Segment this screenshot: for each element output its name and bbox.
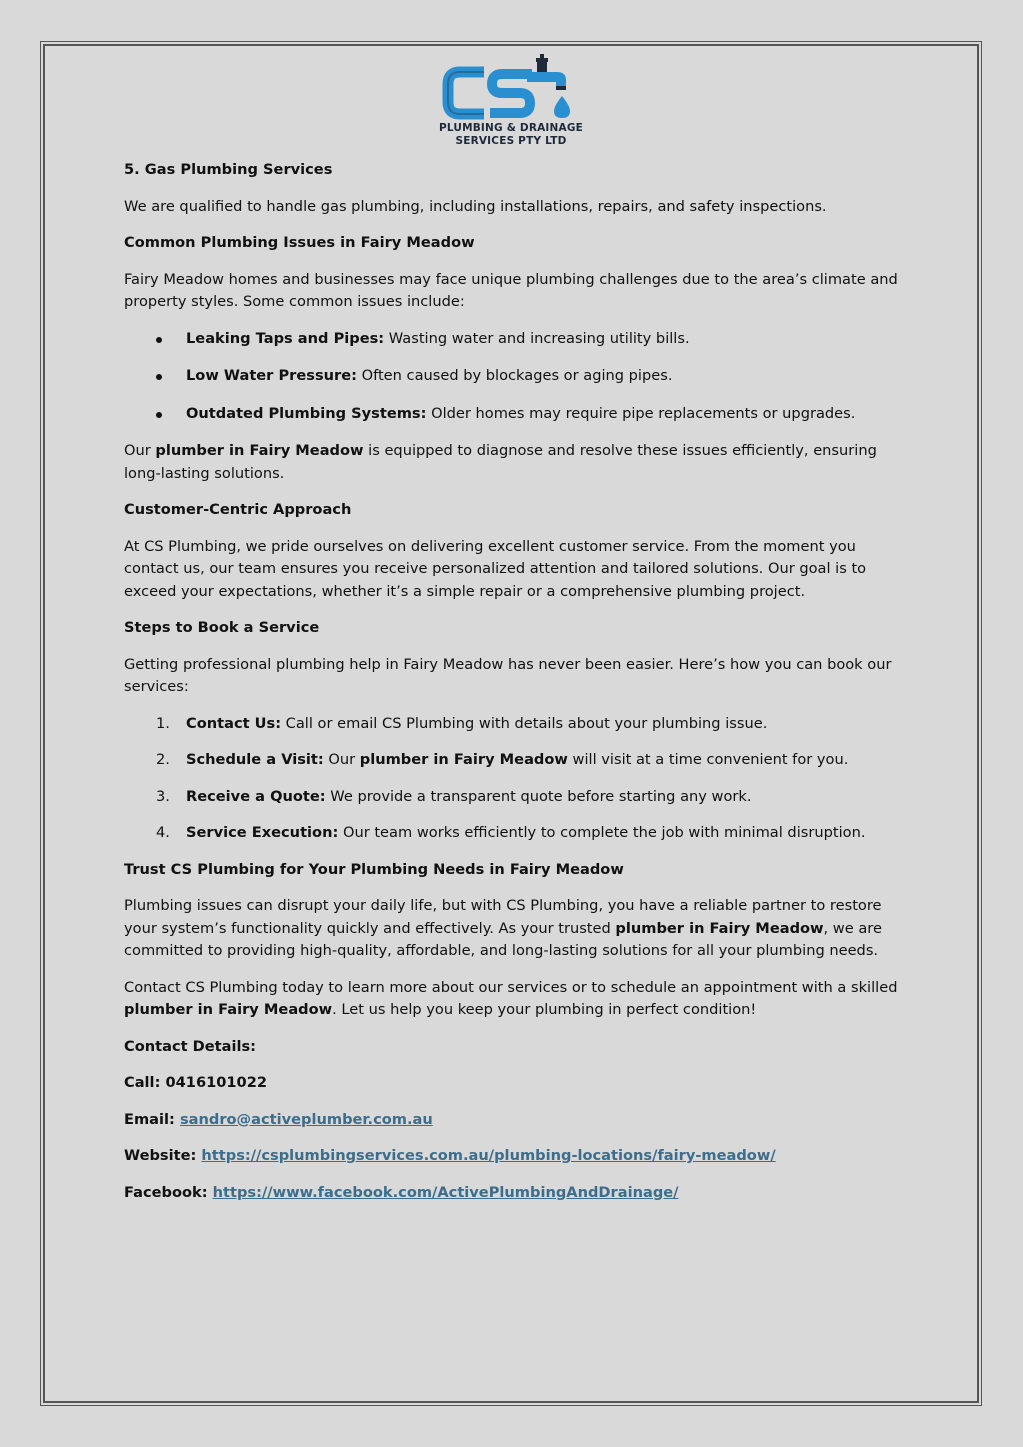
email-link[interactable]: sandro@activeplumber.com.au xyxy=(179,1110,433,1128)
list-item xyxy=(124,403,909,426)
step-text: Our team works efficiently to complete the job with minimal disruption. xyxy=(338,824,866,841)
issue-text: Often caused by blockages or aging pipes. xyxy=(356,367,673,384)
step-label: Service Execution: xyxy=(186,824,339,841)
issues-intro: Fairy Meadow homes and businesses may face unique plumbing challenges due to the area’s climate and property styles. Some common issues include: xyxy=(124,270,898,310)
list-item xyxy=(124,328,909,351)
list-item xyxy=(124,365,909,388)
contact-website-row xyxy=(124,1145,909,1168)
step-text-post: will visit at a time convenient for you. xyxy=(567,751,849,768)
list-item xyxy=(124,749,909,772)
cs-tap-logo-icon xyxy=(432,50,590,126)
issue-label: Low Water Pressure: xyxy=(186,367,357,384)
list-item xyxy=(124,822,909,845)
step-label: Receive a Quote: xyxy=(186,787,326,805)
bullet-icon xyxy=(156,337,162,343)
contact-call: Call: 0416101022 xyxy=(124,1074,268,1091)
issues-closing-bold: plumber in Fairy Meadow xyxy=(155,442,364,459)
logo-tagline-line2: SERVICES PTY LTD xyxy=(455,135,567,147)
list-item xyxy=(124,786,909,809)
contact-heading: Contact Details: xyxy=(124,1037,257,1055)
step-label: Contact Us: xyxy=(186,714,282,732)
trust-p1-pre: Plumbing issues can disrupt your daily life, but with CS Plumbing, you have a reliable partner to restore your system’s functionality quickly and effectively. As your trusted xyxy=(124,897,882,937)
steps-intro: Getting professional plumbing help in Fairy Meadow has never been easier. Here’s how you can book our services: xyxy=(124,655,892,695)
trust-p1-bold: plumber in Fairy Meadow xyxy=(615,919,824,937)
document-body xyxy=(124,159,909,1218)
step-text: Call or email CS Plumbing with details about your plumbing issue. xyxy=(281,714,768,732)
issue-text: Wasting water and increasing utility bills. xyxy=(384,329,690,347)
steps-heading: Steps to Book a Service xyxy=(124,619,320,636)
step-text: Our xyxy=(323,751,360,768)
facebook-link[interactable]: https://www.facebook.com/ActivePlumbingAndDrainage/ xyxy=(212,1183,679,1201)
trust-paragraph-2 xyxy=(124,977,909,1022)
trust-heading: Trust CS Plumbing for Your Plumbing Needs in Fairy Meadow xyxy=(124,860,624,878)
issue-label: Outdated Plumbing Systems: xyxy=(186,404,427,422)
contact-facebook-row xyxy=(124,1182,909,1205)
step-number: 4. xyxy=(156,824,170,841)
step-label: Schedule a Visit: xyxy=(186,751,324,768)
step-number: 2. xyxy=(156,751,170,768)
gas-heading: 5. Gas Plumbing Services xyxy=(124,161,333,178)
step-number: 3. xyxy=(156,787,170,805)
steps-list xyxy=(124,713,909,845)
issue-text: Older homes may require pipe replacements or upgrades. xyxy=(426,404,856,422)
facebook-label: Facebook: xyxy=(124,1183,213,1201)
trust-p2-bold: plumber in Fairy Meadow xyxy=(124,1001,333,1018)
issues-list xyxy=(124,328,909,426)
trust-paragraph-1 xyxy=(124,895,909,963)
issues-closing-pre: Our xyxy=(124,442,156,459)
issues-closing-post: is equipped to diagnose and resolve these issues efficiently, ensuring long-lasting solutions. xyxy=(124,442,877,482)
issues-heading: Common Plumbing Issues in Fairy Meadow xyxy=(124,234,475,251)
issues-closing xyxy=(124,440,909,485)
trust-p1-post: , we are committed to providing high-quality, affordable, and long-lasting solutions for all your plumbing needs. xyxy=(124,919,882,959)
step-bold: plumber in Fairy Meadow xyxy=(359,751,568,768)
bullet-icon xyxy=(156,412,162,418)
contact-email-row xyxy=(124,1109,909,1132)
logo-tagline-line1: PLUMBING & DRAINAGE xyxy=(438,122,584,134)
website-label: Website: xyxy=(124,1147,202,1164)
list-item xyxy=(124,713,909,736)
company-logo xyxy=(432,50,590,150)
approach-heading: Customer-Centric Approach xyxy=(124,501,352,518)
trust-p2-post: . Let us help you keep your plumbing in perfect condition! xyxy=(332,1001,757,1018)
email-label: Email: xyxy=(124,1110,180,1128)
trust-p2-pre: Contact CS Plumbing today to learn more about our services or to schedule an appointment with a skilled xyxy=(124,978,898,996)
issue-label: Leaking Taps and Pipes: xyxy=(186,329,385,347)
step-text: We provide a transparent quote before starting any work. xyxy=(325,787,752,805)
bullet-icon xyxy=(156,374,162,380)
gas-text: We are qualified to handle gas plumbing, including installations, repairs, and safety inspections. xyxy=(124,197,827,215)
website-link[interactable]: https://csplumbingservices.com.au/plumbing-locations/fairy-meadow/ xyxy=(201,1147,776,1164)
approach-text: At CS Plumbing, we pride ourselves on delivering excellent customer service. From the moment you contact us, our team ensures you receive personalized attention and tailored solutions. Our goal is to exceed your expectations, whether it’s a simple repair or a comprehensive plumbing project. xyxy=(124,537,867,600)
step-number: 1. xyxy=(156,714,170,732)
